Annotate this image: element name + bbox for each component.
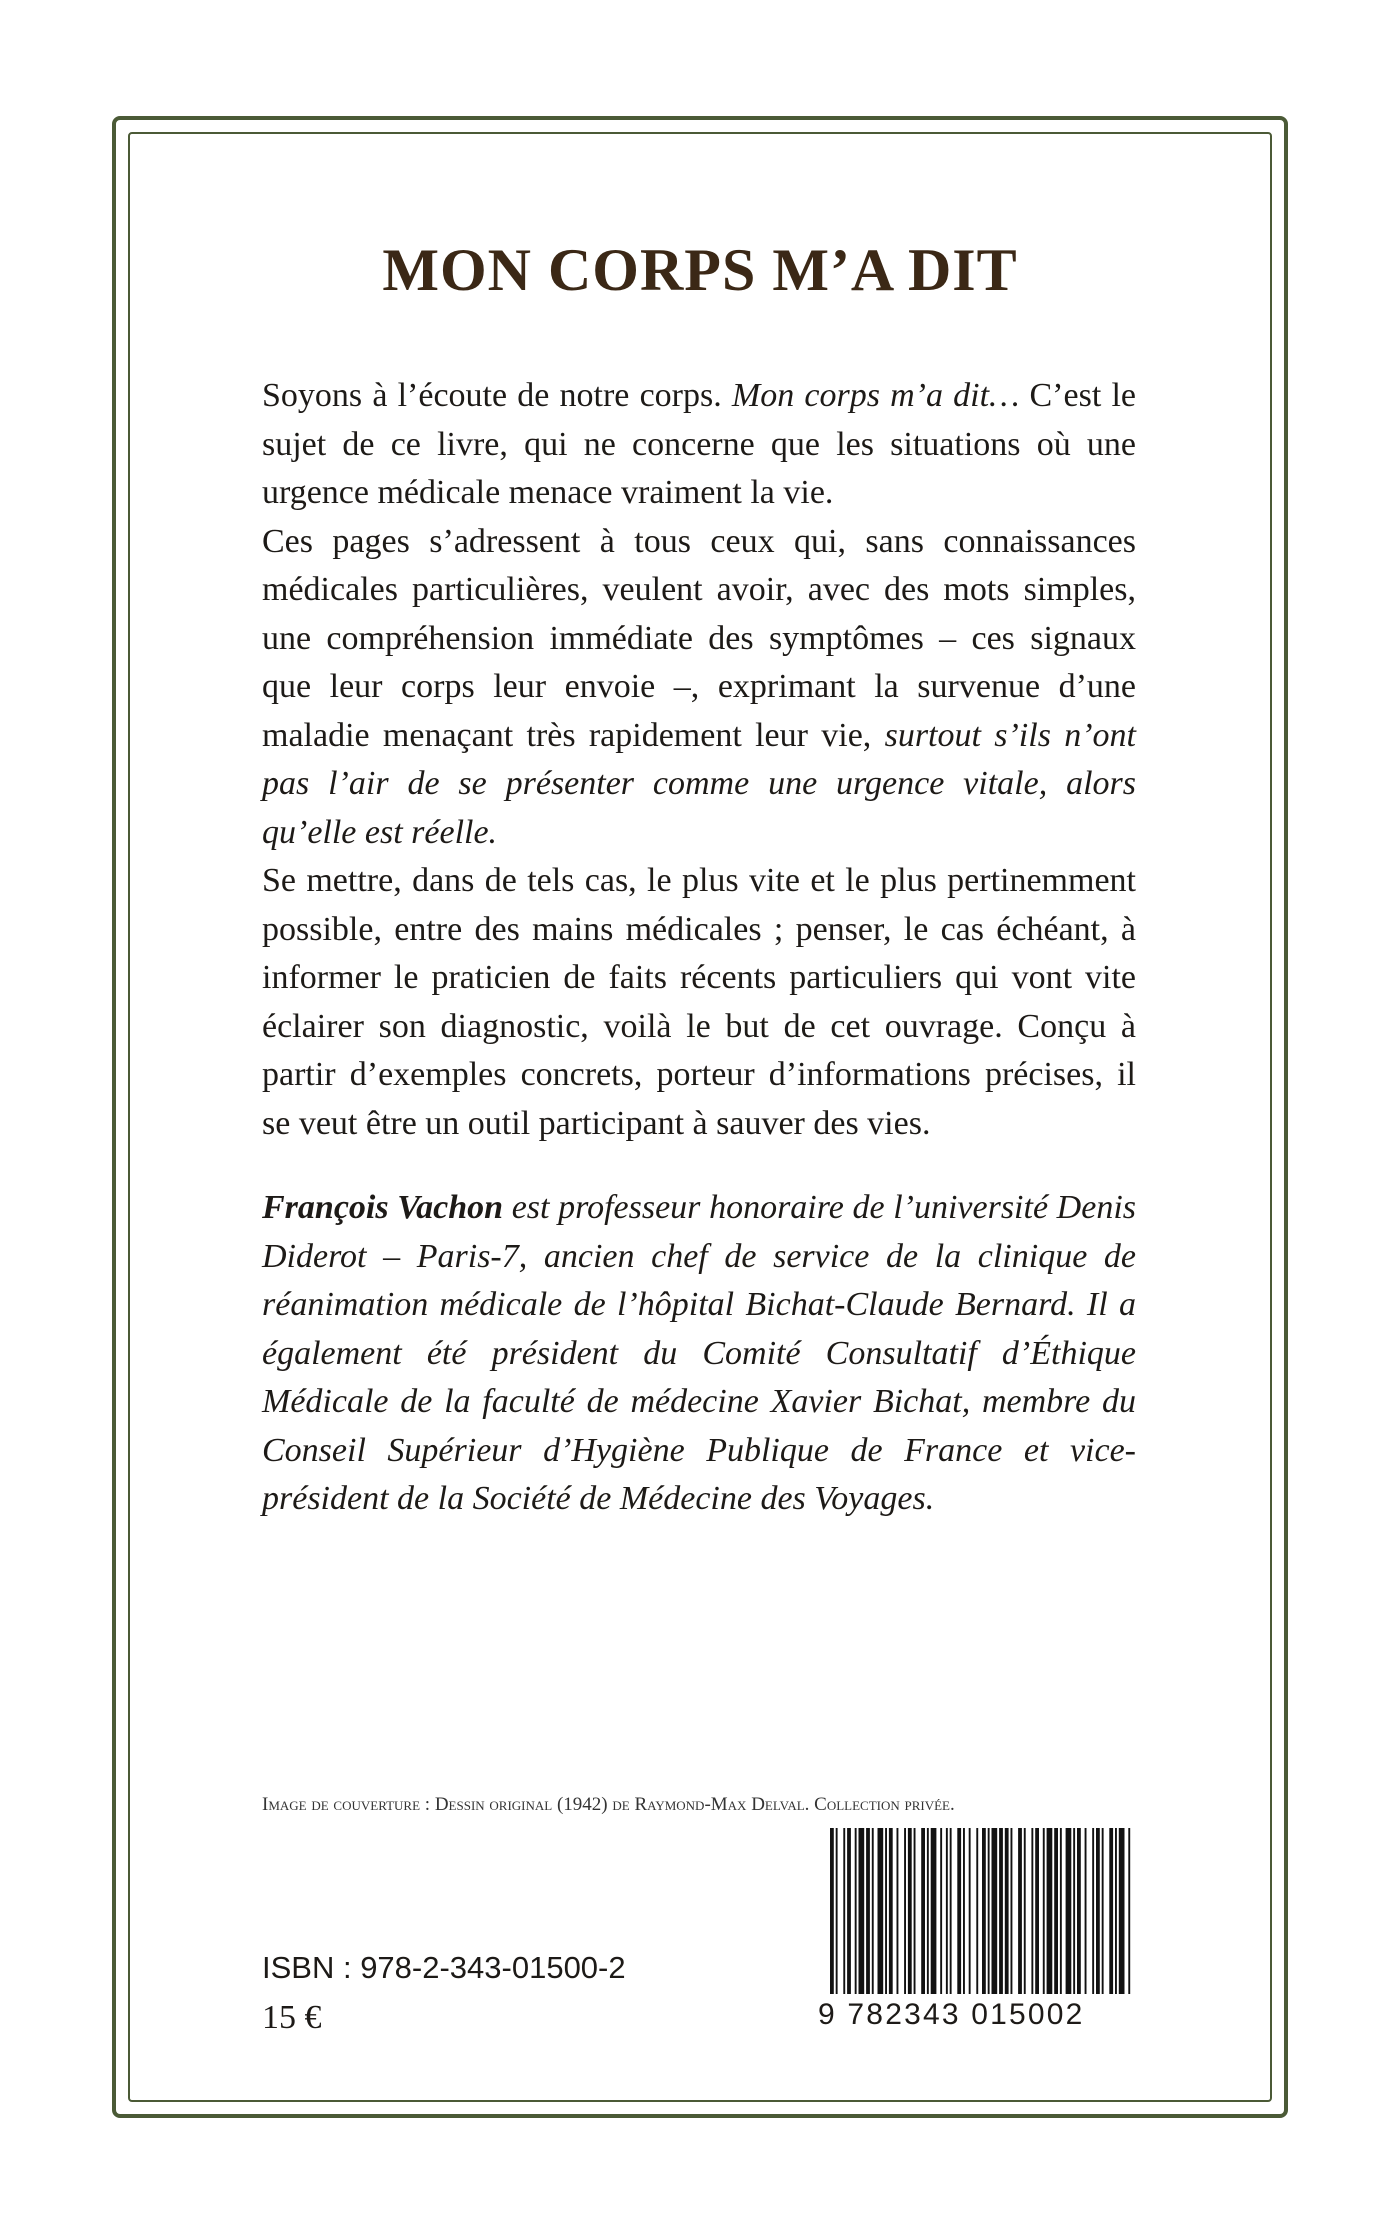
barcode-bar (999, 1828, 1003, 1994)
barcode-bar (889, 1828, 893, 1994)
barcode-bar (859, 1828, 865, 1994)
summary-paragraph-2: Ces pages s’adressent à tous ceux qui, sans connaissances médicales particulières, veulent avoir, avec des mots simples, une compréhension immédiate des symptômes – ces signaux que leur corps leur envoie –, exprimant la survenue d’une maladie menaçant très rapidement leur vie, surtout s’ils n’ont pas l’air de se présenter comme une urgence vitale, alors qu’elle est réelle. (262, 522, 1136, 851)
barcode-bar (866, 1828, 870, 1994)
barcode-bar (872, 1828, 874, 1994)
barcode-bar (1115, 1828, 1117, 1994)
barcode-bar (1005, 1828, 1009, 1994)
barcode-bar (1119, 1828, 1125, 1994)
barcode-bar (950, 1828, 952, 1994)
summary-title-italic: Mon corps m’a dit… (731, 377, 1020, 414)
barcode-bar (1035, 1828, 1039, 1994)
barcode-bar (1073, 1828, 1075, 1994)
barcode-bar (1047, 1828, 1053, 1994)
barcode-bar (1054, 1828, 1058, 1994)
barcode-bar (1066, 1828, 1072, 1994)
barcode-bar (927, 1828, 929, 1994)
author-bio (262, 1184, 1136, 1524)
barcode-bar (908, 1828, 912, 1994)
barcode-bar (1085, 1828, 1087, 1994)
barcode-bar (1102, 1828, 1104, 1994)
barcode-bar (992, 1828, 998, 1994)
barcode-bar (982, 1828, 986, 1994)
barcode-bar (1043, 1828, 1045, 1994)
barcode-bar (1096, 1828, 1100, 1994)
barcode-bar (1011, 1828, 1013, 1994)
author-name: François Vachon (262, 1189, 504, 1226)
barcode-bar (897, 1828, 899, 1994)
barcode-bar (885, 1828, 887, 1994)
isbn: ISBN : 978-2-343-01500-2 (262, 1950, 626, 1985)
barcode-bar (921, 1828, 925, 1994)
barcode-bar (957, 1828, 961, 1994)
summary-paragraph-3: Se mettre, dans de tels cas, le plus vite et le plus pertinemment possible, entre des mains médicales ; penser, le cas échéant, à informer le praticien de faits récents particuliers qui vont vite éclairer son diagnostic, voilà le but de cet ouvrage. Conçu à partir d’exemples concrets, porteur d’informations précises, il se veut être un outil participant à sauver des vies. (262, 862, 1136, 1142)
barcode-digits: 9 782343 015002 (818, 1998, 1085, 2031)
barcode-bar (836, 1828, 838, 1994)
barcode-bar (963, 1828, 965, 1994)
barcode-bar (855, 1828, 857, 1994)
barcode-bar (1077, 1828, 1081, 1994)
barcode-bar (1128, 1828, 1130, 1994)
barcode-bar (914, 1828, 916, 1994)
barcode-bar (1109, 1828, 1113, 1994)
barcode-bar (843, 1828, 845, 1994)
barcode-bar (1060, 1828, 1062, 1994)
price: 15 € (262, 1999, 322, 2036)
barcode-bar (904, 1828, 906, 1994)
barcode-bar (1092, 1828, 1094, 1994)
book-title: MON CORPS M’A DIT (382, 237, 1018, 303)
barcode (828, 1828, 1136, 1994)
cover-image-credit: Image de couverture : Dessin original (1942) de Raymond-Max Delval. Collection privée. (262, 1794, 955, 1815)
barcode-bar (1031, 1828, 1033, 1994)
barcode-bar (931, 1828, 937, 1994)
barcode-bar (1024, 1828, 1026, 1994)
summary-emphasis: surtout s’ils n’ont pas l’air de se présenter comme une urgence vitale, alors qu’elle est réelle. (262, 716, 1136, 851)
barcode-bar (976, 1828, 978, 1994)
author-bio-paragraph: François Vachon est professeur honoraire de l’université Denis Diderot – Paris-7, ancien chef de service de la clinique de réanimation médicale de l’hôpital Bichat-Claude Bernard. Il a également été président du Comité Consultatif d’Éthique Médicale de la faculté de médecine Xavier Bichat, membre du Conseil Supérieur d’Hygiène Publique de France et vice-président de la Société de Médecine des Voyages. (262, 1189, 1137, 1517)
barcode-bar (969, 1828, 971, 1994)
barcode-bar (988, 1828, 990, 1994)
barcode-bar (940, 1828, 942, 1994)
summary-paragraph-1: Soyons à l’écoute de notre corps. Mon corps m’a dit… C’est le sujet de ce livre, qui ne concerne que les situations où une urgence médicale menace vraiment la vie. (262, 377, 1136, 511)
summary-text (262, 372, 1136, 1148)
barcode-bar (878, 1828, 884, 1994)
barcode-bar (847, 1828, 851, 1994)
barcode-bar (1018, 1828, 1022, 1994)
barcode-bar (946, 1828, 948, 1994)
barcode-bar (830, 1828, 834, 1994)
